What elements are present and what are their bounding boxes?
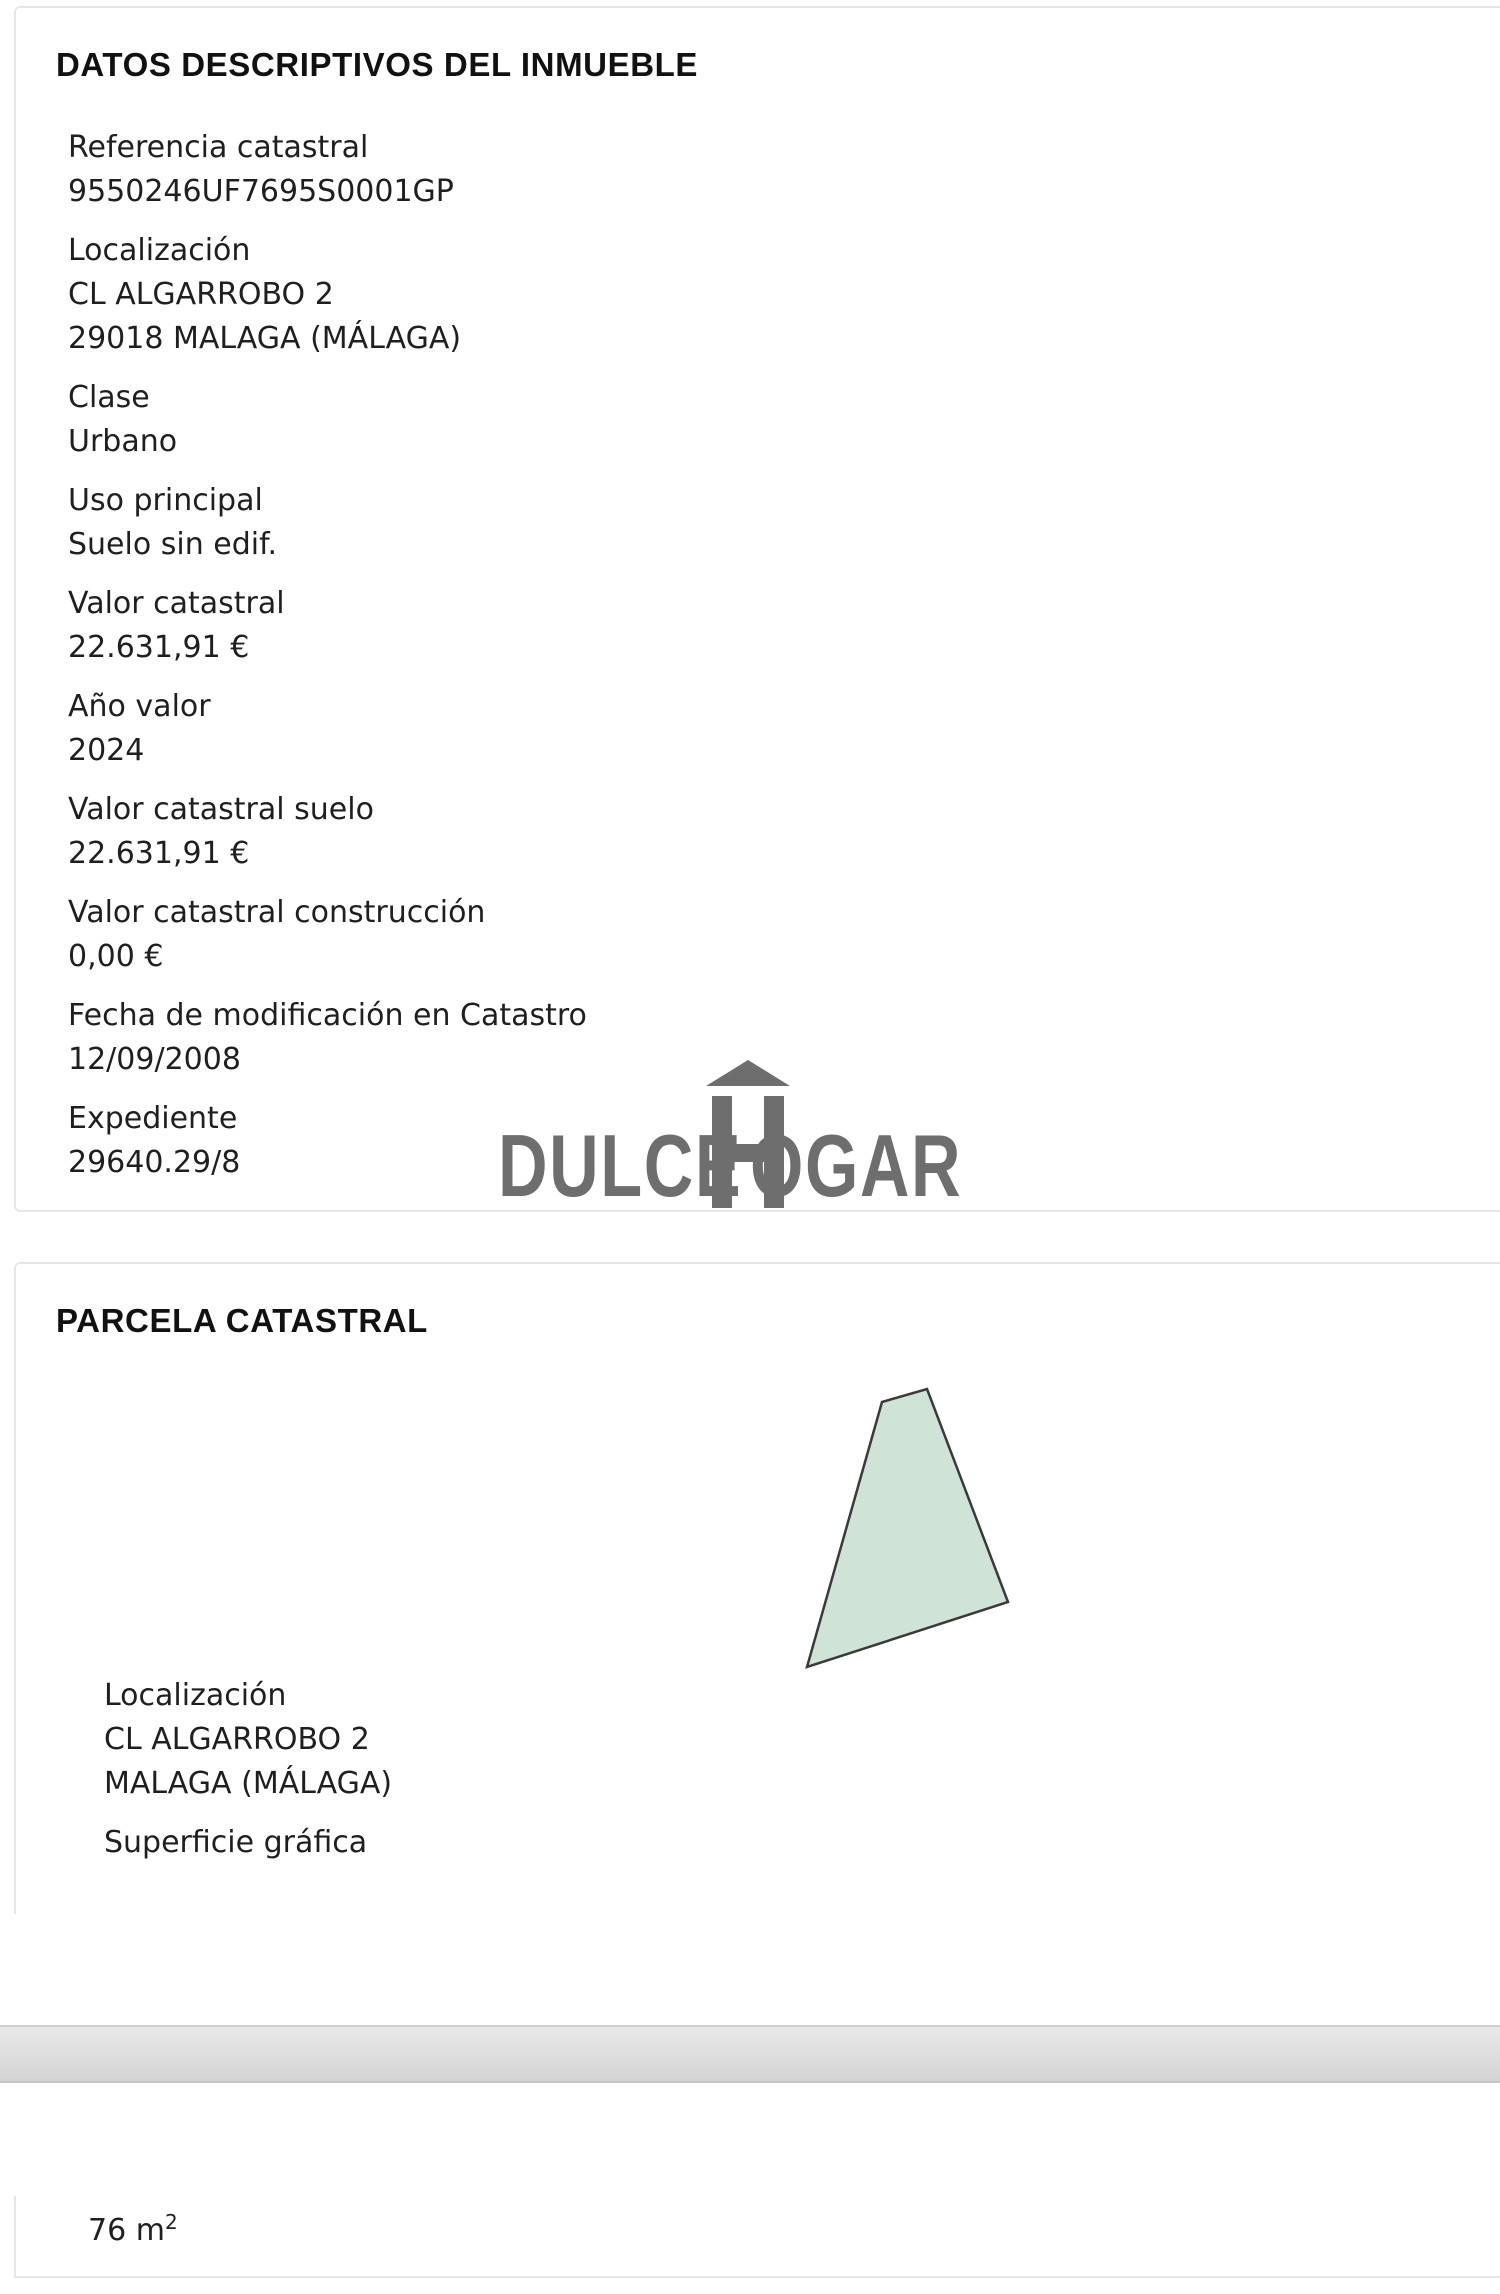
field-value: 29018 MALAGA (MÁLAGA): [68, 321, 462, 356]
field-value: 0,00 €: [68, 939, 164, 974]
page-divider-band: [0, 2025, 1500, 2083]
field-referencia-catastral: [68, 126, 587, 214]
field-value: CL ALGARROBO 2: [104, 1722, 370, 1757]
parcela-fields: [104, 1674, 392, 1865]
field-label: Localización: [104, 1678, 287, 1713]
field-value: Suelo sin edif.: [68, 527, 278, 562]
field-value: 22.631,91 €: [68, 836, 250, 871]
field-value[interactable]: 9550246UF7695S0001GP: [68, 174, 454, 209]
field-localizacion: [68, 229, 587, 361]
field-value: MALAGA (MÁLAGA): [104, 1766, 393, 1801]
field-label: Valor catastral suelo: [68, 792, 374, 827]
field-value: Urbano: [68, 424, 178, 459]
field-value: 29640.29/8: [68, 1145, 241, 1180]
field-label: Referencia catastral: [68, 130, 369, 165]
superficie-value: [88, 2200, 178, 2253]
field-label: Año valor: [68, 689, 211, 724]
field-label: Expediente: [68, 1101, 238, 1136]
field-label: Fecha de modificación en Catastro: [68, 998, 587, 1033]
datos-title: DATOS DESCRIPTIVOS DEL INMUEBLE: [56, 46, 699, 83]
field-value: 22.631,91 €: [68, 630, 250, 665]
field-value: 2024: [68, 733, 145, 768]
datos-descriptivos-card: [14, 6, 1500, 1215]
parcela-title: PARCELA CATASTRAL: [56, 1302, 428, 1339]
parcela-catastral-card: [14, 1262, 1500, 1914]
superficie-number: 76 m: [88, 2213, 165, 2248]
field-label: Clase: [68, 380, 150, 415]
field-valor-catastral-suelo: [68, 788, 587, 876]
superficie-unit-exponent: 2: [164, 2210, 178, 2234]
field-fecha-modificacion: [68, 994, 587, 1082]
field-value: 12/09/2008: [68, 1042, 241, 1077]
parcela-field-superficie: [104, 1821, 392, 1865]
parcela-field-localizacion: [104, 1674, 392, 1806]
dulcehogar-watermark: [498, 1060, 984, 1215]
parcel-map[interactable]: [776, 1374, 1036, 1694]
field-value: CL ALGARROBO 2: [68, 277, 334, 312]
field-label: Localización: [68, 233, 251, 268]
field-label: Uso principal: [68, 483, 263, 518]
field-label: Valor catastral construcción: [68, 895, 486, 930]
parcel-polygon[interactable]: [807, 1389, 1008, 1667]
field-label: Superficie gráfica: [104, 1825, 368, 1860]
watermark-left-text: DULCE: [498, 1116, 743, 1215]
field-valor-catastral: [68, 582, 587, 670]
field-label: Valor catastral: [68, 586, 285, 621]
bottom-card-edge: [14, 2196, 1500, 2278]
datos-fields: [68, 126, 587, 1185]
field-valor-catastral-construccion: [68, 891, 587, 979]
field-uso-principal: [68, 479, 587, 567]
field-clase: [68, 376, 587, 464]
field-ano-valor: [68, 685, 587, 773]
watermark-right-text: OGAR: [750, 1116, 963, 1215]
